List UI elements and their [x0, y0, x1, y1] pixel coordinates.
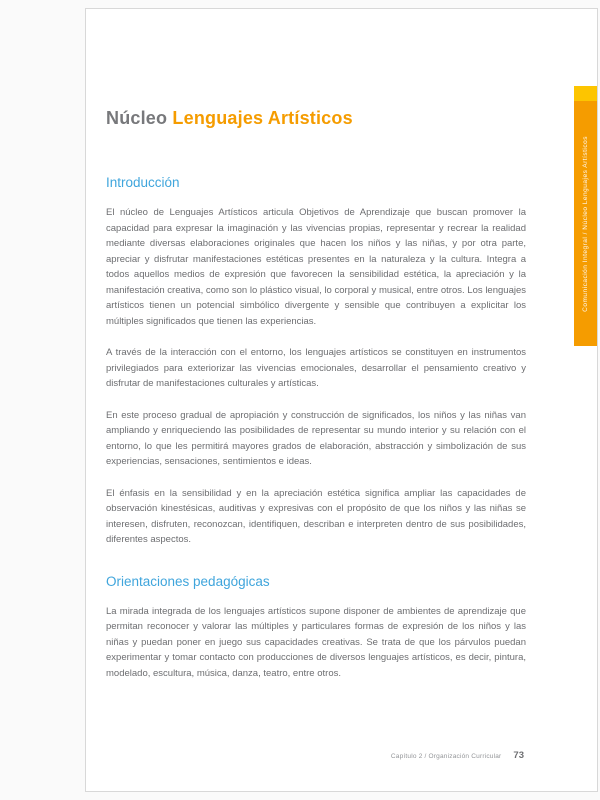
- page-content: [106, 108, 526, 697]
- section-heading-introduccion: Introducción: [106, 175, 180, 190]
- side-tab-label: Comunicación Integral / Núcleo Lenguajes Artísticos: [582, 135, 589, 312]
- page-title-highlight: Lenguajes Artísticos: [172, 108, 353, 128]
- chapter-color-tab: [574, 86, 597, 101]
- section-heading-orientaciones: Orientaciones pedagógicas: [106, 573, 270, 589]
- paragraph-intro-1: El núcleo de Lenguajes Artísticos articula Objetivos de Aprendizaje que buscan promover la capacidad para expresar la imaginación y las vivencias propias, representar y recrear la realidad mediante diversas elaboraciones originales que hacen los niños y las niñas, y por otra parte, apreciar y disfrutar manifestaciones estéticas presentes en la naturaleza y la cultura. Integra a todos aquellos medios de expresión que favorecen la sensibilidad estética, la apreciación y la manifestación creativa, como son lo plástico visual, lo corporal y musical, entre otros. Los lenguajes artísticos tienen un potencial simbólico divergente y sensible que contribuyen a explicitar los múltiples significados que tienen las experiencias.: [106, 207, 526, 327]
- page-footer: [391, 750, 524, 761]
- document-page: [85, 8, 598, 792]
- footer-page-number: 73: [513, 750, 524, 761]
- paragraph-intro-3: En este proceso gradual de apropiación y construcción de significados, los niños y las niñas van ampliando y enriqueciendo las posibilidades de representar su mundo interior y su relación con el entorno, lo que les permitirá mayores grados de elaboración, abstracción y simbolización de sus experiencias, sensaciones, sentimientos e ideas.: [106, 409, 526, 467]
- paragraph-intro-2: A través de la interacción con el entorno, los lenguajes artísticos se constituyen en instrumentos privilegiados para exteriorizar las vivencias emocionales, desarrollar el pensamiento creativo y disfrutar de manifestaciones culturales y artísticas.: [106, 347, 526, 389]
- page-title: [106, 108, 526, 129]
- page-title-prefix: Núcleo: [106, 108, 168, 128]
- section-side-tab: [574, 101, 597, 346]
- paragraph-orientaciones-1: La mirada integrada de los lenguajes artísticos supone disponer de ambientes de aprendizaje que permitan reconocer y valorar las múltiples y particulares formas de expresión de los niños y las niñas y puedan poner en juego sus capacidades creativas. Se trata de que los párvulos puedan experimentar y tomar contacto con producciones de diversos lenguajes artísticos, es decir, pintura, modelado, escultura, música, danza, teatro, entre otros.: [106, 605, 526, 679]
- paragraph-intro-4: El énfasis en la sensibilidad y en la apreciación estética significa ampliar las capacidades de observación kinestésicas, auditivas y expresivas con el propósito de que los niños y las niñas se interesen, disfruten, reconozcan, identifiquen, describan e interpreten dentro de sus posibilidades, diferentes aspectos.: [106, 487, 526, 545]
- footer-chapter-label: Capítulo 2 / Organización Curricular: [390, 753, 502, 760]
